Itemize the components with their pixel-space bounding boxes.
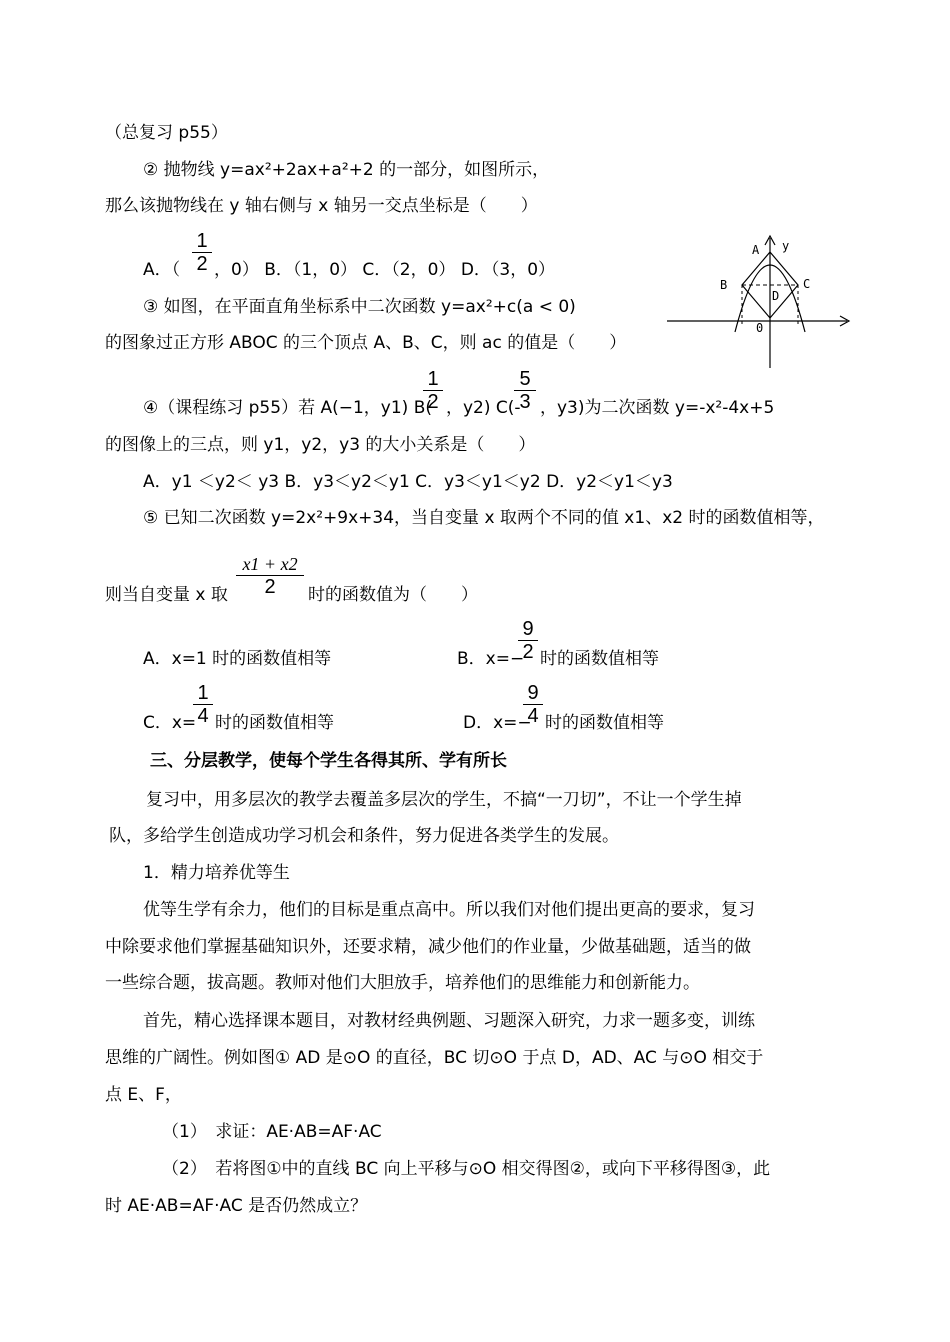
frac-num: 1: [196, 230, 208, 252]
fraction-quarter: [193, 682, 213, 727]
frac-den: 3: [519, 391, 531, 413]
paragraph-3-line-1: 首先，精心选择课本题目，对教材经典例题、习题深入研究，力求一题多变，训练: [143, 1011, 755, 1031]
frac-num: 1: [427, 368, 439, 390]
section-heading-3: 三、分层教学，使每个学生各得其所、学有所长: [150, 751, 507, 771]
question-4-options: A．y1 ＜y2＜ y3 B．y3＜y2＜y1 C．y3＜y1＜y2 D．y2＜y1＜y3: [143, 472, 673, 492]
label-o: 0: [756, 321, 764, 335]
label-b: B: [720, 278, 728, 292]
paragraph-3-line-3: 点 E、F，: [105, 1085, 182, 1105]
frac-den: 2: [196, 253, 208, 275]
question-4-b: ，y2) C(-: [446, 398, 521, 418]
label-a: A: [752, 243, 760, 257]
frac-num: 1: [197, 682, 209, 704]
fraction-half-2: [423, 368, 443, 413]
subheading-1: 1．精力培养优等生: [143, 863, 290, 883]
ref-note: （总复习 p55）: [105, 123, 228, 143]
question-3: ③ 如图，在平面直角坐标系中二次函数 y=ax²+c(a < 0): [143, 297, 576, 317]
q5-option-d-suffix: 时的函数值相等: [545, 713, 664, 733]
question-4-a: ④（课程练习 p55）若 A(−1，y1) B(: [143, 398, 432, 418]
paragraph-1-line-2: 队，多给学生创造成功学习机会和条件，努力促进各类学生的发展。: [109, 826, 619, 846]
frac-num: 5: [519, 368, 531, 390]
frac-den: 2: [522, 641, 534, 663]
q5-option-d-prefix: D．x=−: [463, 713, 532, 733]
q5-option-c-prefix: C．x=: [143, 713, 197, 733]
paragraph-2-line-2: 中除要求他们掌握基础知识外，还要求精，减少他们的作业量，少做基础题，适当的做: [105, 937, 751, 957]
question-5-cont-a: 则当自变量 x 取: [105, 585, 228, 605]
fraction-x1-x2: [236, 553, 304, 598]
label-y: y: [782, 239, 790, 253]
fraction-nine-quarters: [523, 682, 543, 727]
q2-option-a-prefix: A．（: [143, 260, 181, 280]
frac-num: 9: [522, 618, 534, 640]
question-5-cont-b: 时的函数值为（ ）: [308, 585, 478, 605]
sub-question-2-line-2: 时 AE·AB=AF·AC 是否仍然成立？: [105, 1196, 368, 1216]
q5-option-b-suffix: 时的函数值相等: [540, 649, 659, 669]
paragraph-2-line-3: 一些综合题，拔高题。教师对他们大胆放手，培养他们的思维能力和创新能力。: [105, 973, 700, 993]
question-5: ⑤ 已知二次函数 y=2x²+9x+34，当自变量 x 取两个不同的值 x1、x2 时的函数值相等，: [143, 508, 825, 528]
question-2: ② 抛物线 y=ax²+2ax+a²+2 的一部分，如图所示，: [143, 160, 550, 180]
paragraph-3-line-2: 思维的广阔性。例如图① AD 是⊙O 的直径，BC 切⊙O 于点 D，AD、AC 与⊙O 相交于: [105, 1048, 764, 1068]
paragraph-1-line-1: 复习中，用多层次的教学去覆盖多层次的学生，不搞“一刀切”，不让一个学生掉: [146, 790, 742, 810]
frac-den: 2: [264, 576, 276, 598]
q5-option-c-suffix: 时的函数值相等: [215, 713, 334, 733]
q5-option-a: A．x=1 时的函数值相等: [143, 649, 332, 669]
fraction-nine-halves: [518, 618, 538, 663]
fraction-five-thirds: [514, 368, 536, 413]
frac-num: x1 + x2: [242, 554, 298, 574]
frac-den: 4: [197, 705, 209, 727]
sub-question-1: （1） 求证：AE·AB=AF·AC: [162, 1122, 382, 1142]
label-d: D: [772, 289, 780, 303]
frac-den: 4: [527, 705, 539, 727]
frac-num: 9: [527, 682, 539, 704]
question-4-cont: 的图像上的三点，则 y1，y2，y3 的大小关系是（ ）: [105, 435, 536, 455]
q2-options: ，0） B．（1，0） C．（2，0） D．（3，0）: [214, 260, 556, 280]
sub-question-2-line-1: （2） 若将图①中的直线 BC 向上平移与⊙O 相交得图②，或向下平移得图③，此: [162, 1159, 771, 1179]
parabola-square-graph: [662, 232, 857, 372]
question-4-c: ，y3)为二次函数 y=-x²-4x+5: [540, 398, 775, 418]
frac-den: 2: [427, 391, 439, 413]
question-2-cont: 那么该抛物线在 y 轴右侧与 x 轴另一交点坐标是（ ）: [105, 196, 538, 216]
label-c: C: [803, 277, 811, 291]
fraction-half: [192, 230, 212, 275]
q5-option-b-prefix: B．x=−: [457, 649, 525, 669]
paragraph-2-line-1: 优等生学有余力，他们的目标是重点高中。所以我们对他们提出更高的要求，复习: [143, 900, 755, 920]
question-3-cont: 的图象过正方形 ABOC 的三个顶点 A、B、C，则 ac 的值是（ ）: [105, 333, 627, 353]
